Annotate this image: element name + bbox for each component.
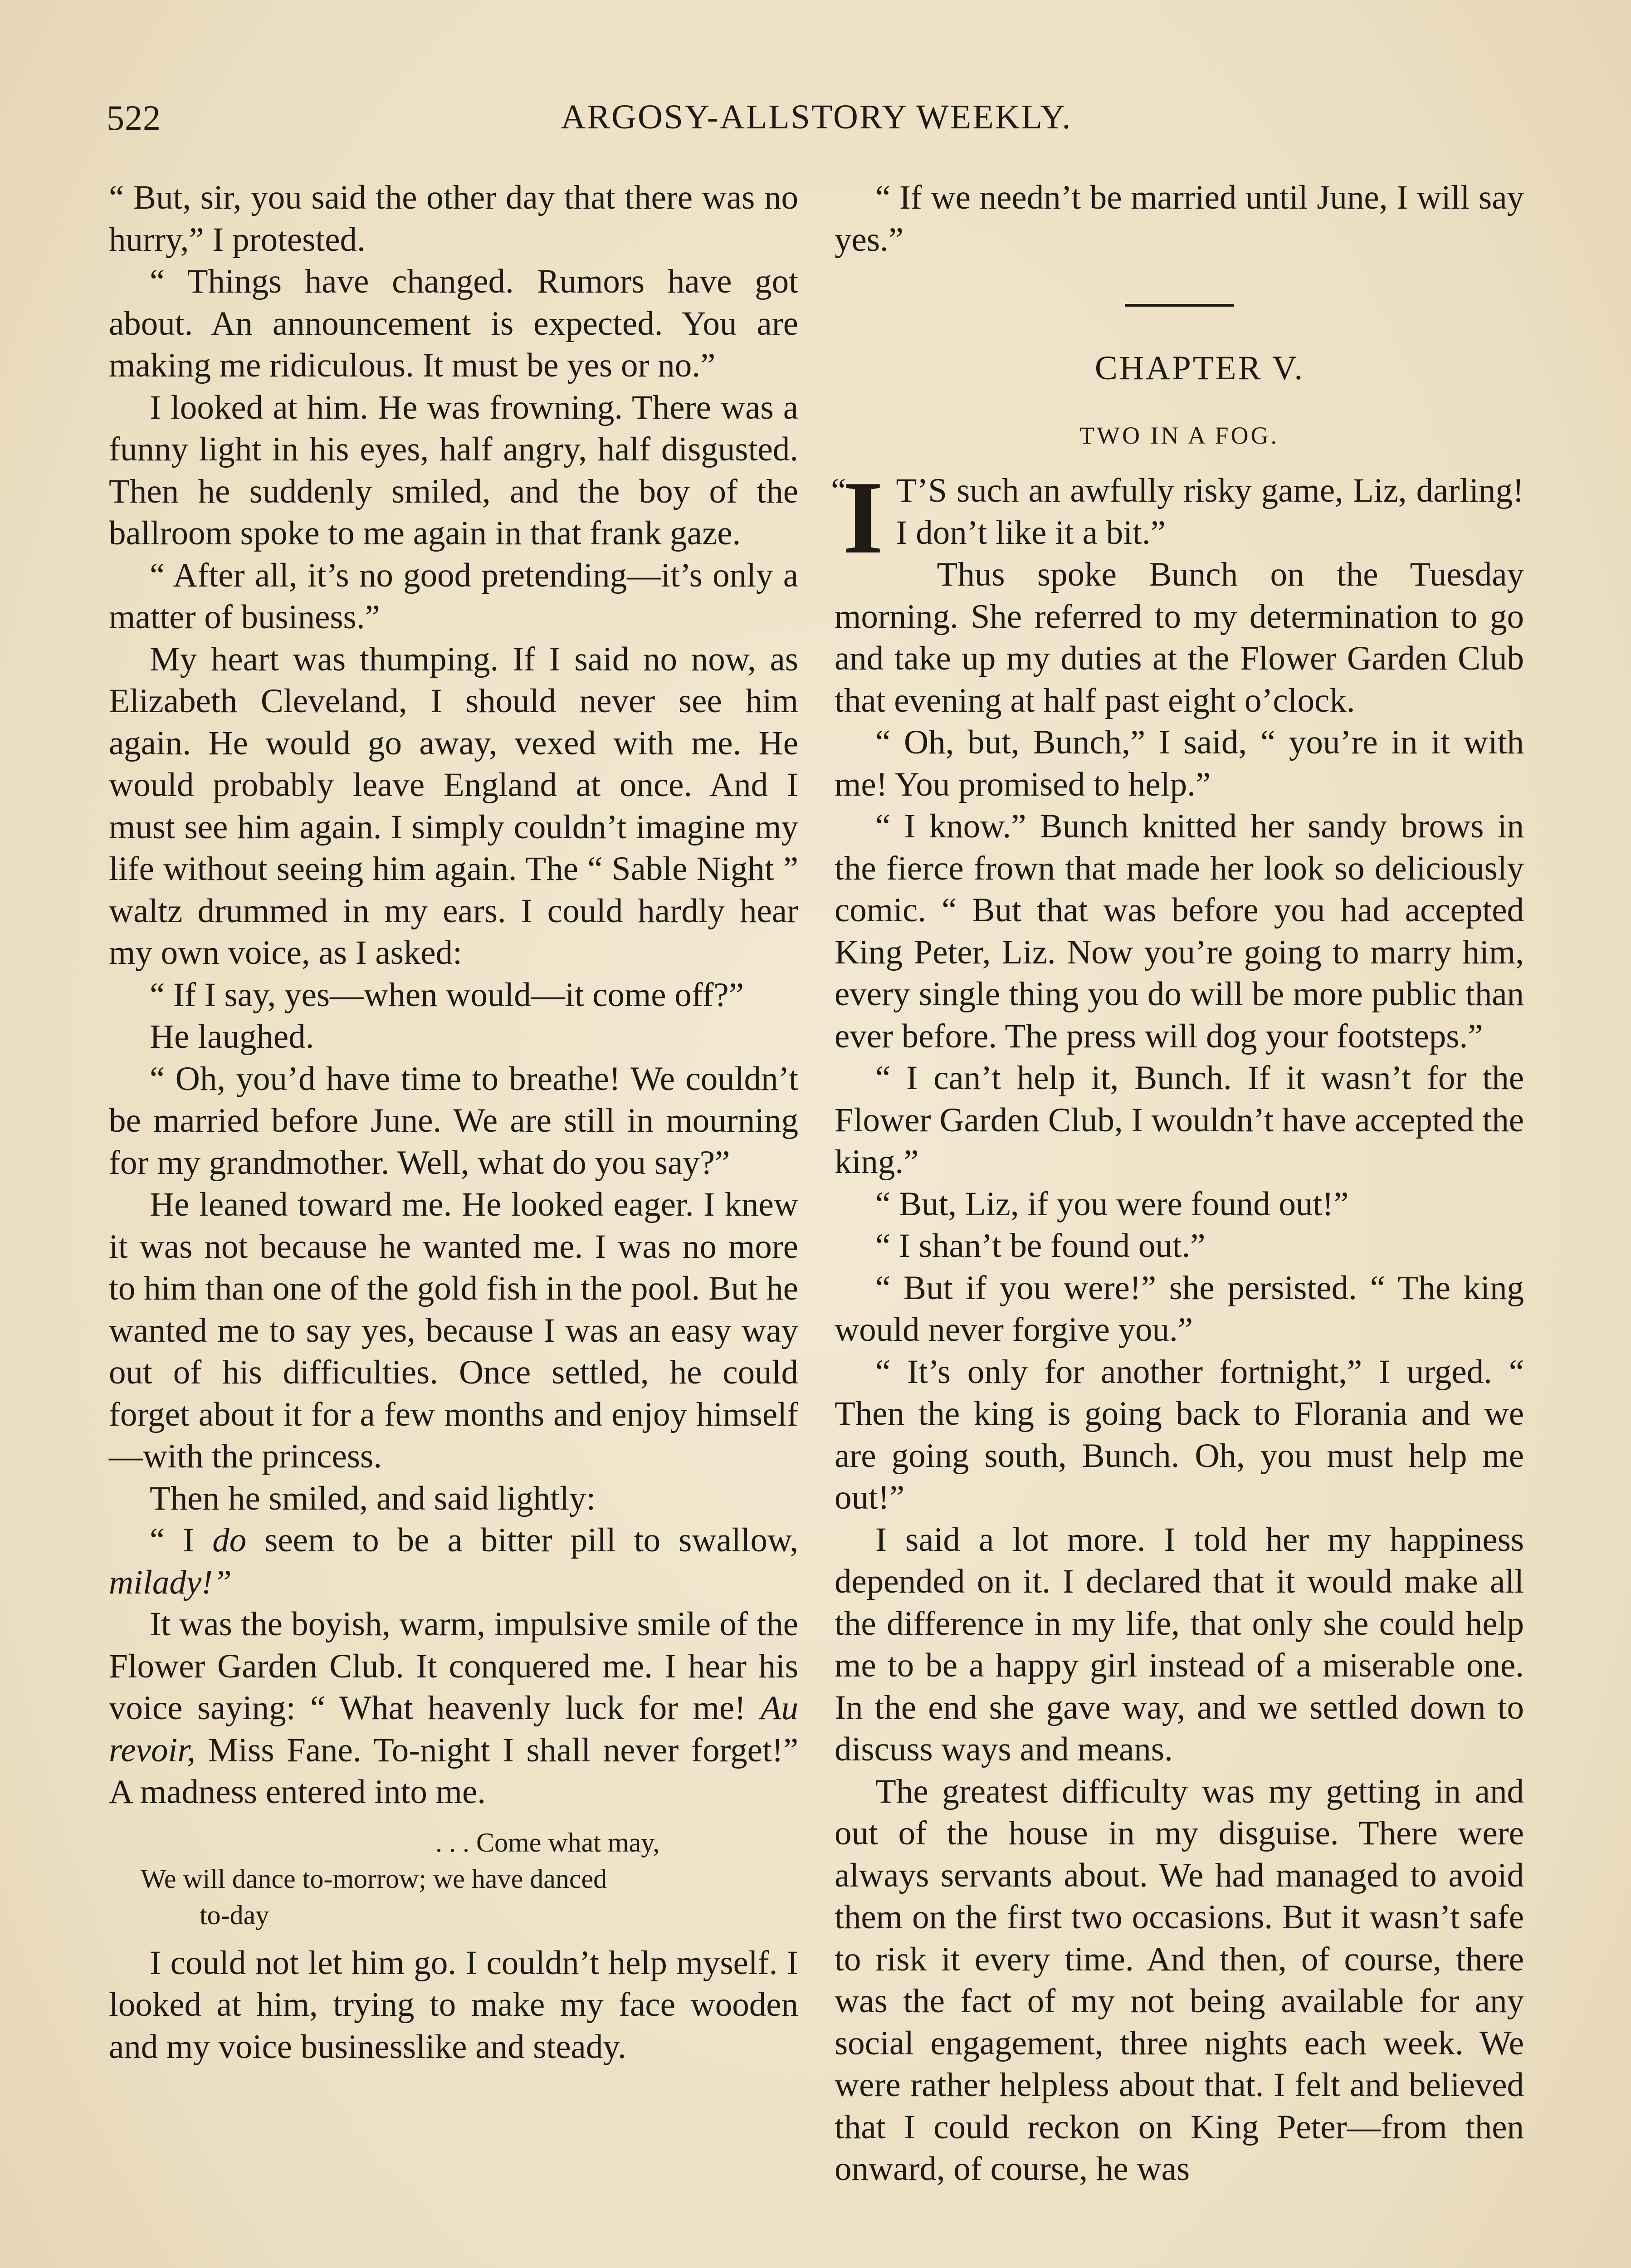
drop-cap: I — [843, 459, 884, 575]
paragraph: “ Things have changed. Rumors have got about. An announcement is expected. You are making me ridiculous. It must be yes or no.” — [109, 263, 798, 384]
page-header — [107, 98, 1526, 147]
text-run: “ I — [150, 1521, 213, 1559]
paragraph: I could not let him go. I couldn’t help myself. I looked at him, trying to make my face wooden and my voice businesslike and steady. — [109, 1944, 798, 2066]
paragraph: “ I know.” Bunch knitted her sandy brows in the fierce frown that made her look so deliciously comic. “ But that was before you had accepted King Peter, Liz. Now you’re going to marry him, every single thing you do will be more public than ever before. The press will dog your footsteps.” — [835, 807, 1524, 1055]
paragraph: “ I can’t help it, Bunch. If it wasn’t for the Flower Garden Club, I wouldn’t have accepted the king.” — [835, 1059, 1524, 1181]
text-run: It was the boyish, warm, impulsive smile of the Flower Garden Club. It conquered me. I hear his voice saying: “ What heavenly luck for me! — [109, 1605, 798, 1727]
verse-line: to-day — [200, 1900, 269, 1930]
paragraph: “ If I say, yes—when would—it come off?” — [150, 976, 744, 1014]
italic-run: do — [212, 1521, 247, 1559]
paragraph: “ It’s only for another fortnight,” I urged. “ Then the king is going back to Florania and we are going south, Bunch. Oh, you must help me out!” — [835, 1353, 1524, 1516]
paragraph: “ Oh, but, Bunch,” I said, “ you’re in it with me! You promised to help.” — [835, 723, 1524, 803]
paragraph: The greatest difficulty was my getting in and out of the house in my disguise. There were always servants about. We had managed to avoid them on the first two occasions. But it wasn’t safe to risk it every time. And then, of course, there was the fact of my not being available for any social engagement, three nights each week. We were rather helpless about that. I felt and believed that I could reckon on King Peter—from then onward, of course, he was — [835, 1772, 1524, 2188]
text-run: T’S such an awfully risky game, Liz, darling! I don’t like it a bit.” — [896, 472, 1524, 552]
section-divider — [1125, 304, 1234, 307]
text-run: seem to be a bitter pill to swallow, — [246, 1521, 799, 1559]
paragraph: “ I shan’t be found out.” — [875, 1227, 1206, 1265]
verse-line: . . . Come what may, — [435, 1827, 660, 1857]
paragraph: “ After all, it’s no good pretending—it’s only a matter of business.” — [109, 556, 798, 636]
paragraph-with-italics — [109, 1520, 798, 1603]
paragraph: I said a lot more. I told her my happiness depended on it. I declared that it would make all the difference in my life, that only she could help me to be a happy girl instead of a miserable one. In the end she gave way, and we settled down to discuss ways and means. — [835, 1520, 1524, 1768]
opening-quote-mark: “ — [831, 472, 846, 509]
paragraph: “ But if you were!” she persisted. “ The king would never forgive you.” — [835, 1269, 1524, 1349]
verse-line: We will dance to-morrow; we have danced — [141, 1863, 607, 1894]
paragraph: Then he smiled, and said lightly: — [150, 1479, 596, 1517]
italic-run: milady!” — [109, 1563, 232, 1601]
paragraph: “ But, sir, you said the other day that there was no hurry,” I protested. — [109, 179, 798, 259]
left-column — [109, 177, 798, 2068]
paragraph: “ Oh, you’d have time to breathe! We couldn’t be married before June. We are still in mourning for my grandmother. Well, what do you say?” — [109, 1060, 798, 1182]
verse-quote — [109, 1824, 798, 1933]
paragraph: He leaned toward me. He looked eager. I knew it was not because he wanted me. I was no more to him than one of the gold fish in the pool. But he wanted me to say yes, because I was an easy way out of his difficulties. Once settled, he could forget about it for a few months and enjoy himself—with the princess. — [109, 1186, 798, 1475]
chapter-title: CHAPTER V. — [1094, 349, 1305, 387]
running-head: ARGOSY-ALLSTORY WEEKLY. — [561, 98, 1072, 136]
paragraph: “ But, Liz, if you were found out!” — [875, 1185, 1349, 1223]
page-number: 522 — [107, 98, 161, 137]
paragraph: I looked at him. He was frowning. There was a funny light in his eyes, half angry, half disgusted. Then he suddenly smiled, and the boy of the ballroom spoke to me again in that frank gaze. — [109, 388, 798, 552]
paragraph: “ If we needn’t be married until June, I will say yes.” — [835, 179, 1524, 259]
italic-run: Au revoir, — [109, 1689, 798, 1769]
text-run: Miss Fane. To-night I shall never forget!” A madness entered into me. — [109, 1731, 798, 1811]
chapter-subtitle: TWO IN A FOG. — [1079, 421, 1279, 449]
paragraph: Thus spoke Bunch on the Tuesday morning. She referred to my determination to go and take up my duties at the Flower Garden Club that evening at half past eight o’clock. — [835, 556, 1524, 719]
paragraph-with-italics — [109, 1603, 798, 1813]
paragraph: My heart was thumping. If I said no now, as Elizabeth Cleveland, I should never see him again. He would go away, vexed with me. He would probably leave England at once. And I must see him again. I simply couldn’t imagine my life without seeing him again. The “ Sable Night ” waltz drummed in my ears. I could hardly hear my own voice, as I asked: — [109, 640, 798, 972]
opening-paragraph — [831, 459, 1524, 575]
right-column — [831, 177, 1524, 2190]
paragraph: He laughed. — [150, 1018, 314, 1056]
